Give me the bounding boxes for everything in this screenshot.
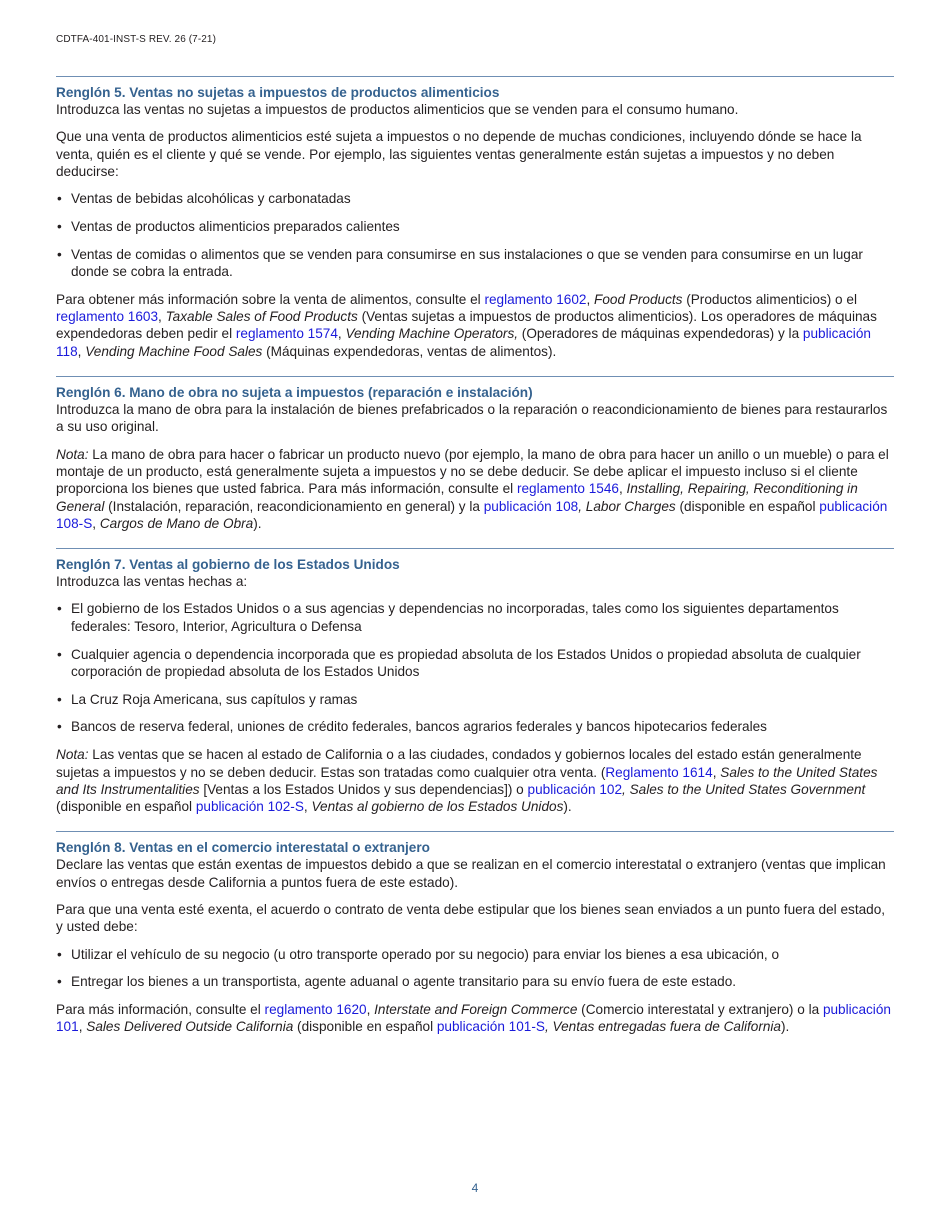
italic-title: Ventas al gobierno de los Estados Unidos: [311, 799, 564, 815]
paragraph: Que una venta de productos alimenticios esté sujeta a impuestos o no depende de muchas condiciones, incluyendo dónde se hace la venta, quién es el cliente y qué se vende. Por ejemplo, las siguientes ventas generalmente están sujetas a impuestos y no deben deducirse:: [56, 129, 862, 179]
text: ,: [712, 764, 721, 780]
regulation-1574-link[interactable]: reglamento 1574: [235, 326, 338, 342]
note-label: Nota:: [56, 747, 89, 763]
regulation-1603-link[interactable]: reglamento 1603: [56, 309, 159, 325]
text: (Máquinas expendedoras, ventas de alimentos).: [262, 343, 557, 359]
bullet-icon: •: [57, 191, 62, 207]
section-line-5: [56, 76, 894, 360]
paragraph: Declare las ventas que están exentas de impuestos debido a que se realizan en el comercio interestatal o extranjero (ventas que implican envíos o entregas desde California a puntos fuera de este estado).: [56, 857, 886, 890]
italic-title: Labor Charges: [585, 498, 676, 514]
note-paragraph: [56, 746, 894, 815]
text: [Ventas a los Estados Unidos y sus dependencias]) o: [199, 781, 528, 797]
italic-title: Sales to the United States and Its Instrumentalities: [56, 764, 878, 797]
publication-108s-link[interactable]: publicación 108-S: [56, 498, 888, 531]
publication-101s-link[interactable]: publicación 101-S: [436, 1019, 545, 1035]
publication-102-link[interactable]: publicación 102: [527, 781, 623, 797]
italic-title: Taxable Sales of Food Products: [165, 309, 358, 325]
regulation-1620-link[interactable]: reglamento 1620: [264, 1002, 367, 1018]
list-item-text: Utilizar el vehículo de su negocio (u otro transporte operado por su negocio) para enviar los bienes a esa ubicación, o: [71, 946, 780, 962]
bullet-icon: •: [57, 601, 62, 617]
list-item: [56, 946, 894, 963]
italic-title: Installing, Repairing, Reconditioning in General: [56, 481, 858, 514]
bullet-icon: •: [57, 646, 62, 662]
paragraph: [56, 1001, 894, 1036]
text: ,: [622, 781, 630, 797]
list-item-text: Cualquier agencia o dependencia incorporada que es propiedad absoluta de los Estados Unidos o propiedad absoluta de cualquier corporación de propiedad absoluta de los Estados Unidos: [71, 646, 861, 679]
italic-title: Food Products: [594, 291, 683, 307]
italic-title: Ventas entregadas fuera de California: [552, 1019, 781, 1035]
text: ).: [781, 1019, 790, 1035]
publication-108-link[interactable]: publicación 108: [483, 498, 579, 514]
text: ).: [563, 799, 572, 815]
text: ,: [337, 326, 346, 342]
note-paragraph: [56, 446, 894, 532]
list-item: [56, 600, 894, 635]
section-line-8: [56, 831, 894, 1035]
form-identifier: CDTFA-401-INST-S REV. 26 (7-21): [56, 34, 217, 45]
regulation-1614-link[interactable]: Reglamento 1614: [605, 764, 713, 780]
italic-title: Sales Delivered Outside California: [86, 1019, 294, 1035]
italic-title: Vending Machine Operators,: [345, 326, 519, 342]
text: ,: [78, 1019, 87, 1035]
list-item-text: Entregar los bienes a un transportista, agente aduanal o agente transitario para su envío fuera de este estado.: [71, 974, 737, 990]
paragraph: [56, 291, 894, 360]
list-item-text: El gobierno de los Estados Unidos o a sus agencias y dependencias no incorporadas, tales como los siguientes departamentos federales: Tesoro, Interior, Agricultura o Defensa: [71, 601, 839, 634]
bullet-list: [56, 190, 894, 280]
bullet-icon: •: [57, 974, 62, 990]
list-item-text: Bancos de reserva federal, uniones de crédito federales, bancos agrarios federales y bancos hipotecarios federales: [71, 719, 767, 735]
text: ,: [77, 343, 86, 359]
list-item-text: Ventas de productos alimenticios preparados calientes: [71, 218, 400, 234]
publication-102s-link[interactable]: publicación 102-S: [195, 799, 304, 815]
text: ,: [366, 1002, 375, 1018]
text: (disponible en español: [56, 799, 196, 815]
list-item: [56, 973, 894, 990]
bullet-icon: •: [57, 218, 62, 234]
bullet-icon: •: [57, 946, 62, 962]
text: (Ventas sujetas a impuestos de productos alimenticios). Los operadores de máquinas expendedoras deben pedir el: [56, 309, 877, 342]
page-content: [56, 76, 894, 1052]
bullet-list: [56, 600, 894, 735]
text: ,: [544, 1019, 553, 1035]
italic-title: Interstate and Foreign Commerce: [374, 1002, 578, 1018]
text: (Productos alimenticios) o el: [682, 291, 857, 307]
list-item-text: La Cruz Roja Americana, sus capítulos y ramas: [71, 691, 358, 707]
bullet-icon: •: [57, 246, 62, 262]
text: Para más información, consulte el: [56, 1002, 265, 1018]
list-item: [56, 246, 894, 281]
paragraph: Introduzca las ventas no sujetas a impuestos de productos alimenticios que se venden para el consumo humano.: [56, 102, 739, 117]
text: La mano de obra para hacer o fabricar un producto nuevo (por ejemplo, la mano de obra para hacer un anillo o un mueble) o para el montaje de un producto, está generalmente sujeta a impuestos y no se debe deducir. Se debe aplicar el impuesto incluso si el cliente proporciona los bienes que usted fabrica. Para más información, consulte el: [56, 446, 889, 497]
regulation-1602-link[interactable]: reglamento 1602: [484, 291, 587, 307]
list-item: [56, 691, 894, 708]
paragraph: Para que una venta esté exenta, el acuerdo o contrato de venta debe estipular que los bienes sean enviados a un punto fuera del estado, y usted debe:: [56, 902, 886, 935]
regulation-1546-link[interactable]: reglamento 1546: [516, 481, 619, 497]
section-title: Renglón 5. Ventas no sujetas a impuestos de productos alimenticios: [56, 85, 500, 100]
note-label: Nota:: [56, 446, 89, 462]
page-number: 4: [471, 1181, 479, 1195]
text: (disponible en español: [293, 1019, 437, 1035]
text: (Comercio interestatal y extranjero) o la: [577, 1002, 823, 1018]
section-line-7: [56, 548, 894, 815]
list-item: [56, 190, 894, 207]
text: ,: [586, 291, 595, 307]
text: (Operadores de máquinas expendedoras) y la: [518, 326, 803, 342]
publication-118-link[interactable]: publicación 118: [56, 326, 871, 359]
list-item: [56, 218, 894, 235]
text: ,: [92, 515, 100, 531]
bullet-list: [56, 946, 894, 991]
text: ,: [303, 799, 312, 815]
section-title: Renglón 8. Ventas en el comercio interestatal o extranjero: [56, 840, 430, 856]
section-title: Renglón 6. Mano de obra no sujeta a impuestos (reparación e instalación): [56, 385, 533, 401]
text: (disponible en español: [675, 498, 820, 514]
paragraph: Introduzca la mano de obra para la instalación de bienes prefabricados o la reparación o reacondicionamiento de bienes para restaurarlos a su uso original.: [56, 402, 888, 435]
text: ,: [618, 481, 627, 497]
text: ,: [578, 498, 586, 514]
list-item: [56, 646, 894, 681]
publication-101-link[interactable]: publicación 101: [56, 1002, 891, 1035]
bullet-icon: •: [57, 691, 62, 707]
italic-title: Sales to the United States Government: [629, 781, 866, 797]
text: Las ventas que se hacen al estado de California o a las ciudades, condados y gobiernos locales del estado están generalmente sujetas a impuestos y no se deben deducir. Estas son tratadas como cualquier otra venta. (: [56, 747, 862, 780]
section-line-6: [56, 376, 894, 532]
list-item-text: Ventas de bebidas alcohólicas y carbonatadas: [71, 191, 351, 207]
text: ,: [158, 309, 166, 325]
italic-title: Cargos de Mano de Obra: [99, 515, 254, 531]
list-item-text: Ventas de comidas o alimentos que se venden para consumirse en sus instalaciones o que se venden para consumirse en un lugar donde se cobra la entrada.: [71, 246, 863, 280]
bullet-icon: •: [57, 719, 62, 735]
text: ).: [253, 515, 262, 531]
text: Para obtener más información sobre la venta de alimentos, consulte el: [56, 291, 485, 307]
list-item: [56, 718, 894, 735]
text: (Instalación, reparación, reacondicionamiento en general) y la: [104, 498, 484, 514]
italic-title: Vending Machine Food Sales: [85, 343, 263, 359]
section-title: Renglón 7. Ventas al gobierno de los Estados Unidos: [56, 557, 400, 573]
paragraph: Introduzca las ventas hechas a:: [56, 574, 248, 590]
